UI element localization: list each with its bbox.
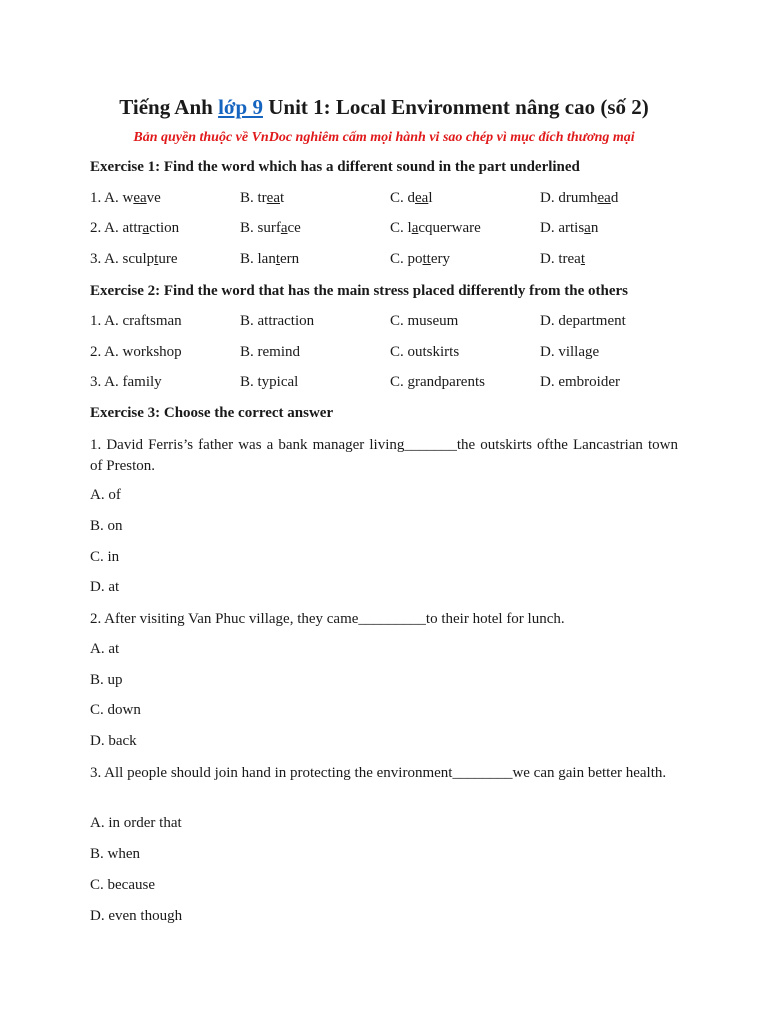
- exercise-2-option: B. remind: [240, 344, 300, 360]
- exercise-2-option: 2. A. workshop: [90, 344, 182, 360]
- exercise-2-option: B. attraction: [240, 313, 315, 329]
- exercise-2-option: C. museum: [390, 313, 459, 329]
- option-text-start: D. drumh: [540, 190, 598, 206]
- option-text-start: C. l: [390, 220, 412, 236]
- exercise-1-row: [90, 251, 690, 271]
- option-text-end: ction: [149, 220, 180, 236]
- exercise-1-row: [90, 190, 690, 210]
- question-3-option-c: C. because: [90, 877, 155, 893]
- underlined-part: a: [584, 220, 591, 236]
- exercise-1-option: [540, 220, 598, 237]
- option-text-start: B. tr: [240, 190, 267, 206]
- exercise-2-option: D. department: [540, 313, 626, 329]
- underlined-part: ea: [415, 190, 429, 206]
- underlined-part: a: [142, 220, 150, 236]
- option-text-start: C. d: [390, 190, 416, 206]
- underlined-part: a: [280, 220, 288, 236]
- exercise-1-heading: Exercise 1: Find the word which has a different sound in the part underlined: [90, 159, 580, 175]
- exercise-2-option: D. embroider: [540, 374, 620, 390]
- question-1-option-c: C. in: [90, 549, 120, 565]
- exercise-2-option: D. village: [540, 344, 600, 360]
- question-1-option-b: B. on: [90, 518, 123, 534]
- option-text-start: D. trea: [540, 251, 581, 267]
- option-text-end: n: [590, 220, 599, 236]
- exercise-2-option: C. outskirts: [390, 344, 460, 360]
- question-1-option-a: A. of: [90, 487, 121, 503]
- option-text-end: ce: [287, 220, 301, 236]
- underlined-part: tt: [422, 251, 431, 267]
- exercise-1-option: [240, 220, 301, 237]
- page-title: [90, 95, 678, 120]
- question-3-option-d: D. even though: [90, 908, 183, 924]
- option-text-start: B. surf: [240, 220, 281, 236]
- underlined-part: t: [580, 251, 585, 267]
- exercise-2-heading: Exercise 2: Find the word that has the main stress placed differently from the others: [90, 283, 629, 299]
- exercise-2-option: B. typical: [240, 374, 299, 390]
- option-text-end: ve: [146, 190, 161, 206]
- underlined-part: ea: [133, 190, 147, 206]
- exercise-1-option: [240, 190, 284, 207]
- underlined-part: a: [411, 220, 419, 236]
- title-prefix: Tiếng Anh: [119, 95, 213, 119]
- question-2-option-c: C. down: [90, 702, 141, 718]
- question-3-option-a: A. in order that: [90, 815, 182, 831]
- grade-link[interactable]: lớp 9: [218, 95, 263, 119]
- exercise-2-option: 1. A. craftsman: [90, 313, 182, 329]
- copyright-notice: Bản quyền thuộc về VnDoc nghiêm cấm mọi hành vi sao chép vì mục đích thương mại: [133, 130, 635, 145]
- exercise-2-row: [90, 313, 690, 333]
- question-2-option-b: B. up: [90, 672, 123, 688]
- question-2-option-a: A. at: [90, 641, 120, 657]
- option-text-start: C. po: [390, 251, 423, 267]
- exercise-2-row: [90, 344, 690, 364]
- exercise-1-option: [390, 220, 481, 237]
- exercise-1-option: [390, 190, 433, 207]
- exercise-1-option: [90, 220, 179, 237]
- question-3-option-b: B. when: [90, 846, 140, 862]
- exercise-3-heading: Exercise 3: Choose the correct answer: [90, 405, 334, 421]
- option-text-end: l: [428, 190, 433, 206]
- underlined-part: t: [275, 251, 281, 267]
- question-2-text: 2. After visiting Van Phuc village, they came_________to their hotel for lunch.: [90, 611, 565, 627]
- question-2-option-d: D. back: [90, 733, 137, 749]
- option-text-start: D. artis: [540, 220, 585, 236]
- question-1-option-d: D. at: [90, 579, 120, 595]
- exercise-2-row: [90, 374, 690, 394]
- title-suffix: Unit 1: Local Environment nâng cao (số 2): [268, 95, 649, 119]
- option-text-end: ern: [280, 251, 300, 267]
- option-text-start: 1. A. w: [90, 190, 134, 206]
- exercise-2-option: 3. A. family: [90, 374, 162, 390]
- exercise-1-option: [90, 251, 178, 268]
- option-text-end: ure: [158, 251, 178, 267]
- option-text-end: cquerware: [418, 220, 481, 236]
- exercise-1-row: [90, 220, 690, 240]
- underlined-part: t: [154, 251, 159, 267]
- exercise-1-option: [90, 190, 161, 207]
- question-3-text: 3. All people should join hand in protecting the environment________we can gain better health.: [90, 765, 667, 781]
- exercise-1-option: [540, 190, 618, 207]
- question-1-text: 1. David Ferris’s father was a bank manager living_______the outskirts ofthe Lancastrian town of Preston.: [90, 437, 678, 474]
- option-text-end: d: [610, 190, 619, 206]
- option-text-start: 2. A. attr: [90, 220, 143, 236]
- underlined-part: ea: [597, 190, 611, 206]
- exercise-1-option: [540, 251, 585, 268]
- option-text-end: t: [280, 190, 285, 206]
- option-text-start: B. lan: [240, 251, 276, 267]
- underlined-part: ea: [266, 190, 280, 206]
- exercise-2-option: C. grandparents: [390, 374, 485, 390]
- option-text-end: ery: [430, 251, 451, 267]
- option-text-start: 3. A. sculp: [90, 251, 155, 267]
- exercise-1-option: [240, 251, 299, 268]
- exercise-1-option: [390, 251, 450, 268]
